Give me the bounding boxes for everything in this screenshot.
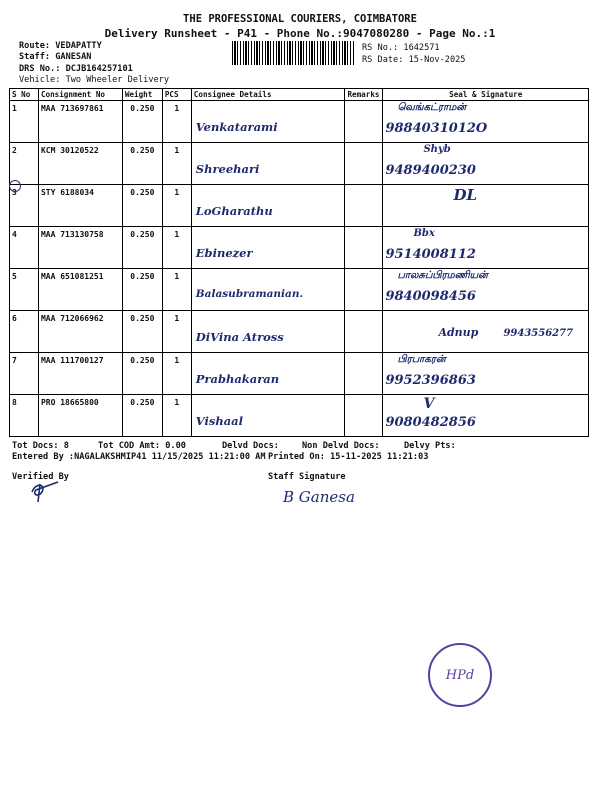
cell-sno [10, 185, 39, 227]
col-consignee: Consignee Details [191, 89, 345, 101]
company-name: THE PROFESSIONAL COURIERS, COIMBATORE [183, 13, 417, 25]
cell-seal [383, 143, 589, 185]
signature-script: Shyb [423, 144, 451, 155]
verified-by-label: Verified By [12, 472, 69, 482]
table-header [10, 89, 589, 101]
sno-text: 8 [12, 398, 17, 407]
cell-weight: 0.250 [122, 395, 162, 437]
phone-handwriting: 9080482856 [385, 415, 476, 430]
consignee-handwriting: Vishaal [195, 414, 243, 428]
col-pcs: PCS [162, 89, 191, 101]
cell-consignment: MAA 651081251 [38, 269, 122, 311]
signature-script: வெங்கட்ராமன் [397, 102, 467, 113]
rs-number: RS No.: 1642571 [362, 43, 440, 53]
consignee-handwriting: Ebinezer [195, 246, 253, 260]
cell-weight: 0.250 [122, 353, 162, 395]
non-delvd-docs: Non Delvd Docs: [302, 441, 380, 451]
cell-consignee [191, 353, 345, 395]
entered-by: Entered By :NAGALAKSHMIP41 11/15/2025 11:21:00 AM [12, 452, 266, 462]
consignee-handwriting: LoGharathu [195, 204, 273, 218]
cell-consignee [191, 185, 345, 227]
vehicle: Vehicle: Two Wheeler Delivery [19, 75, 170, 85]
staff: Staff: GANESAN [19, 52, 92, 62]
col-weight: Weight [122, 89, 162, 101]
table-row [10, 311, 589, 353]
cell-seal [383, 269, 589, 311]
table-row [10, 101, 589, 143]
table-row [10, 185, 589, 227]
consignee-handwriting: DiVina Atross [195, 330, 284, 344]
cell-consignment: MAA 713130758 [38, 227, 122, 269]
cell-consignment: MAA 712066962 [38, 311, 122, 353]
seal-stamp: HPd [428, 643, 492, 707]
sno-text: 1 [12, 104, 17, 113]
cell-pcs: 1 [162, 269, 191, 311]
consignee-handwriting: Venkatarami [195, 120, 278, 134]
verified-signature [28, 478, 64, 504]
signature-script: Bbx [413, 228, 435, 239]
cell-remarks [345, 185, 383, 227]
cell-pcs: 1 [162, 395, 191, 437]
cell-sno [10, 101, 39, 143]
cell-pcs: 1 [162, 101, 191, 143]
cell-weight: 0.250 [122, 185, 162, 227]
sno-text: 7 [12, 356, 17, 365]
cell-pcs: 1 [162, 143, 191, 185]
cell-seal [383, 311, 589, 353]
sno-text: 3 [12, 188, 17, 197]
col-remarks: Remarks [345, 89, 383, 101]
rs-date: RS Date: 15-Nov-2025 [362, 55, 466, 65]
phone-handwriting: 9514008112 [385, 247, 476, 262]
cell-sno [10, 143, 39, 185]
consignee-handwriting: Balasubramanian. [195, 288, 304, 300]
cell-pcs: 1 [162, 227, 191, 269]
cell-consignment: MAA 713697861 [38, 101, 122, 143]
table-row [10, 395, 589, 437]
cell-remarks [345, 353, 383, 395]
cell-sno [10, 269, 39, 311]
phone-handwriting: 9884031012O [385, 121, 488, 136]
cell-consignment: PRO 18665800 [38, 395, 122, 437]
signature-script: Adnup [438, 326, 479, 339]
runsheet-table [9, 88, 589, 437]
cell-remarks [345, 395, 383, 437]
cell-seal [383, 227, 589, 269]
cell-consignee [191, 269, 345, 311]
col-sno: S No [10, 89, 39, 101]
cell-remarks [345, 269, 383, 311]
signature-script: பிரபாகரன் [397, 354, 446, 365]
phone-handwriting: 9840098456 [385, 289, 476, 304]
consignee-handwriting: Shreehari [195, 162, 260, 176]
cell-consignment: MAA 111700127 [38, 353, 122, 395]
signature-script: V [423, 396, 435, 412]
table-row [10, 143, 589, 185]
phone-handwriting: 9952396863 [385, 373, 476, 388]
sno-text: 2 [12, 146, 17, 155]
cell-consignee [191, 143, 345, 185]
cell-weight: 0.250 [122, 101, 162, 143]
cell-remarks [345, 227, 383, 269]
cell-sno [10, 311, 39, 353]
cell-weight: 0.250 [122, 143, 162, 185]
col-seal: Seal & Signature [383, 89, 589, 101]
runsheet-title: Delivery Runsheet - P41 - Phone No.:9047080280 - Page No.:1 [104, 27, 496, 40]
cell-weight: 0.250 [122, 311, 162, 353]
delvy-pts: Delvy Pts: [404, 441, 456, 451]
cell-sno [10, 353, 39, 395]
drs-number: DRS No.: DCJB164257101 [19, 64, 133, 74]
route: Route: VEDAPATTY [19, 41, 102, 51]
cell-consignee [191, 227, 345, 269]
sno-text: 6 [12, 314, 17, 323]
phone-handwriting: 9943556277 [503, 328, 574, 339]
circle-mark [9, 180, 21, 192]
tot-cod-amt: Tot COD Amt: 0.00 [98, 441, 186, 451]
sno-text: 5 [12, 272, 17, 281]
cell-pcs: 1 [162, 353, 191, 395]
tot-docs: Tot Docs: 8 [12, 441, 69, 451]
cell-sno [10, 227, 39, 269]
staff-signature-label: Staff Signature [268, 472, 346, 482]
cell-seal [383, 101, 589, 143]
cell-remarks [345, 143, 383, 185]
table-row [10, 227, 589, 269]
cell-remarks [345, 311, 383, 353]
sno-text: 4 [12, 230, 17, 239]
consignee-handwriting: Prabhakaran [195, 372, 280, 386]
phone-handwriting: 9489400230 [385, 163, 476, 178]
cell-pcs: 1 [162, 185, 191, 227]
delvd-docs: Delvd Docs: [222, 441, 279, 451]
cell-remarks [345, 101, 383, 143]
cell-seal [383, 395, 589, 437]
table-row [10, 269, 589, 311]
col-consignment: Consignment No [38, 89, 122, 101]
barcode [232, 41, 354, 65]
cell-weight: 0.250 [122, 269, 162, 311]
cell-pcs: 1 [162, 311, 191, 353]
cell-consignee [191, 311, 345, 353]
table-row [10, 353, 589, 395]
printed-on: Printed On: 15-11-2025 11:21:03 [268, 452, 429, 462]
cell-consignment: STY 6188034 [38, 185, 122, 227]
cell-consignment: KCM 30120522 [38, 143, 122, 185]
cell-seal [383, 353, 589, 395]
cell-consignee [191, 101, 345, 143]
cell-sno [10, 395, 39, 437]
signature-script: பாலசுப்பிரமணியன் [397, 270, 488, 281]
cell-weight: 0.250 [122, 227, 162, 269]
cell-seal [383, 185, 589, 227]
cell-consignee [191, 395, 345, 437]
signature-script: DL [453, 186, 478, 204]
staff-signature-handwriting: B Ganesa [283, 488, 355, 506]
